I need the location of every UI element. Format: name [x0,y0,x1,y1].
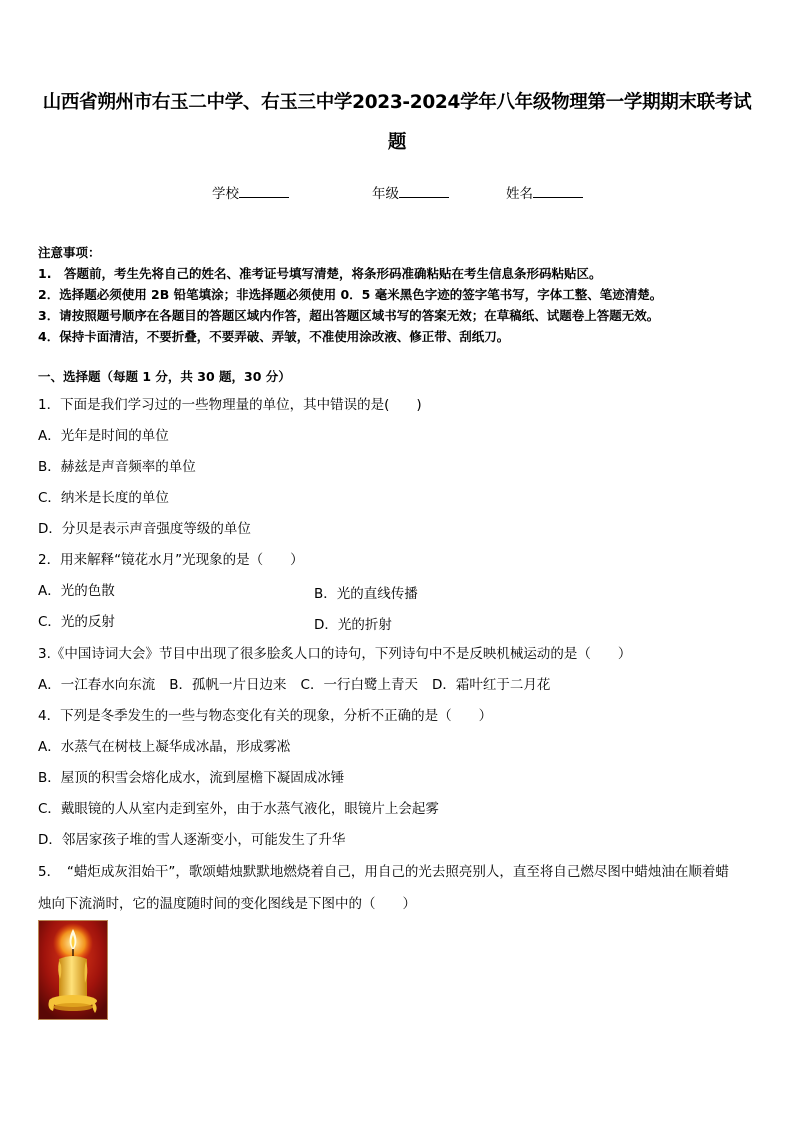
question-1-option-c: C．纳米是长度的单位 [38,490,169,506]
question-4-stem: 4．下列是冬季发生的一些与物态变化有关的现象，分析不正确的是（ ） [38,708,493,724]
question-3-option-a: A．一江春水向东流 [38,677,156,693]
name-blank [533,183,583,198]
exam-title-continued: 题 [387,132,407,153]
question-5-stem-continued: 烛向下流淌时，它的温度随时间的变化图线是下图中的（ ） [38,896,416,912]
notice-item: 4．保持卡面清洁，不要折叠，不要弄破、弄皱，不准使用涂改液、修正带、刮纸刀。 [38,329,510,344]
question-4-option-b: B．屋顶的积雪会熔化成水，流到屋檐下凝固成冰锤 [38,770,345,786]
question-1-option-d: D．分贝是表示声音强度等级的单位 [38,521,251,537]
school-label: 学校 [212,186,239,202]
question-1-option-b: B．赫兹是声音频率的单位 [38,459,196,475]
question-3-option-d: D．霜叶红于二月花 [431,677,551,693]
notice-item: 2．选择题必须使用 2B 铅笔填涂；非选择题必须使用 0．5 毫米黑色字迹的签字笔书写，字体工整、笔迹清楚。 [38,287,663,302]
notice-item: 1. 答题前，考生先将自己的姓名、准考证号填写清楚，将条形码准确粘贴在考生信息条形码粘贴区。 [38,266,602,281]
question-3-option-c: C．一行白鹭上青天 [300,677,418,693]
question-1-stem: 1．下面是我们学习过的一些物理量的单位，其中错误的是( ) [38,397,422,413]
question-3-options [38,676,564,694]
question-2-option-c: C．光的反射 [38,614,115,630]
school-field [212,182,289,202]
grade-field [372,182,449,202]
question-3-stem: 3.《中国诗词大会》节目中出现了很多脍炙人口的诗句，下列诗句中不是反映机械运动的是（ ） [38,646,632,662]
name-label: 姓名 [506,186,533,202]
question-2-option-d: D．光的折射 [314,617,392,633]
question-4-option-a: A．水蒸气在树枝上凝华成冰晶，形成雾凇 [38,739,291,755]
notice-heading: 注意事项： [38,245,101,260]
school-blank [239,183,289,198]
name-field [506,182,583,202]
section-heading: 一、选择题（每题 1 分，共 30 题，30 分） [38,369,291,384]
question-3-option-b: B．孤帆一片日边来 [169,677,287,693]
question-4-option-d: D．邻居家孩子堆的雪人逐渐变小，可能发生了升华 [38,832,346,848]
grade-blank [399,183,449,198]
candle-image [38,920,108,1020]
notice-item: 3．请按照题号顺序在各题目的答题区域内作答，超出答题区域书写的答案无效；在草稿纸、试题卷上答题无效。 [38,308,660,323]
question-2-option-a: A．光的色散 [38,583,115,599]
question-2-stem: 2．用来解释“镜花水月”光现象的是（ ） [38,552,304,568]
exam-title: 山西省朔州市右玉二中学、右玉三中学2023-2024学年八年级物理第一学期期末联考试 [42,92,752,113]
question-2-option-b: B．光的直线传播 [314,586,418,602]
grade-label: 年级 [372,186,399,202]
question-1-option-a: A．光年是时间的单位 [38,428,169,444]
question-5-stem: 5． “蜡炬成灰泪始干”，歌颂蜡烛默默地燃烧着自己，用自己的光去照亮别人，直至将自己燃尽图中蜡烛油在顺着蜡 [38,864,729,880]
question-4-option-c: C．戴眼镜的人从室内走到室外，由于水蒸气液化，眼镜片上会起雾 [38,801,439,817]
